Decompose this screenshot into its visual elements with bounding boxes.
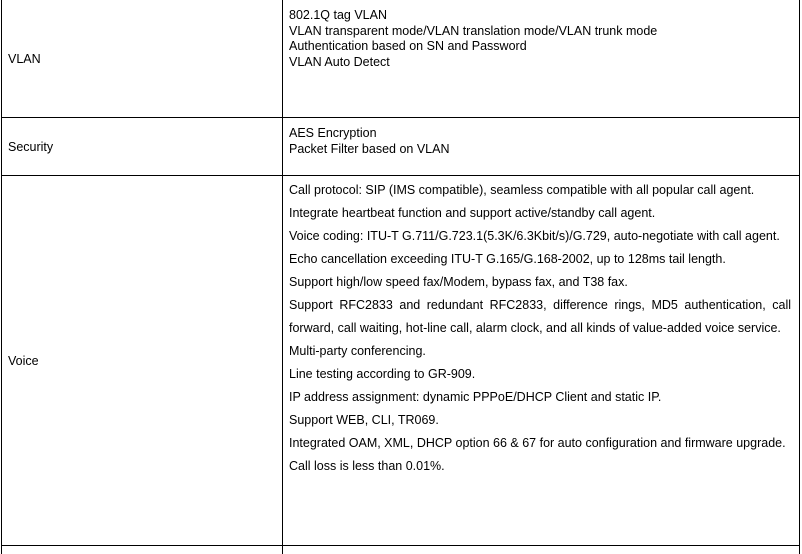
list-item: Integrated OAM, XML, DHCP option 66 & 67 for auto configuration and firmware upgrade. <box>289 432 791 455</box>
list-item: Authentication based on SN and Password <box>289 39 791 55</box>
row-label-vlan: VLAN <box>8 51 277 67</box>
list-item: Support RFC2833 and redundant RFC2833, difference rings, MD5 authentication, call forward, call waiting, hot-line call, alarm clock, and all kinds of value-added voice service. <box>289 294 791 340</box>
list-item: Support high/low speed fax/Modem, bypass fax, and T38 fax. <box>289 271 791 294</box>
security-feature-list <box>289 118 791 157</box>
list-item: VLAN Auto Detect <box>289 55 791 71</box>
vlan-feature-list <box>289 0 791 70</box>
list-item: Multi-party conferencing. <box>289 340 791 363</box>
row-desc-cell <box>283 118 800 176</box>
row-desc-cell <box>283 176 800 546</box>
spec-table <box>1 0 800 554</box>
list-item: Voice coding: ITU-T G.711/G.723.1(5.3K/6.3Kbit/s)/G.729, auto-negotiate with call agent. <box>289 225 791 248</box>
table-row-vlan <box>2 0 800 118</box>
list-item: Line testing according to GR-909. <box>289 363 791 386</box>
list-item: Support WEB, CLI, TR069. <box>289 409 791 432</box>
list-item: 802.1Q tag VLAN <box>289 8 791 24</box>
list-item: Call loss is less than 0.01%. <box>289 455 791 478</box>
list-item: Echo cancellation exceeding ITU-T G.165/G.168-2002, up to 128ms tail length. <box>289 248 791 271</box>
list-item: Integrate heartbeat function and support active/standby call agent. <box>289 202 791 225</box>
row-label-security: Security <box>8 139 277 155</box>
list-item: IP address assignment: dynamic PPPoE/DHCP Client and static IP. <box>289 386 791 409</box>
table-row-voice <box>2 176 800 546</box>
row-label-voice: Voice <box>8 353 277 369</box>
voice-feature-list <box>289 176 791 478</box>
row-label-cell <box>2 176 283 546</box>
row-label-cell <box>2 0 283 118</box>
list-item: VLAN transparent mode/VLAN translation mode/VLAN trunk mode <box>289 24 791 40</box>
list-item: Call protocol: SIP (IMS compatible), seamless compatible with all popular call agent. <box>289 179 791 202</box>
table-row-security <box>2 118 800 176</box>
list-item: Packet Filter based on VLAN <box>289 142 791 158</box>
row-desc-cell <box>283 0 800 118</box>
row-label-cell <box>2 118 283 176</box>
list-item: AES Encryption <box>289 126 791 142</box>
